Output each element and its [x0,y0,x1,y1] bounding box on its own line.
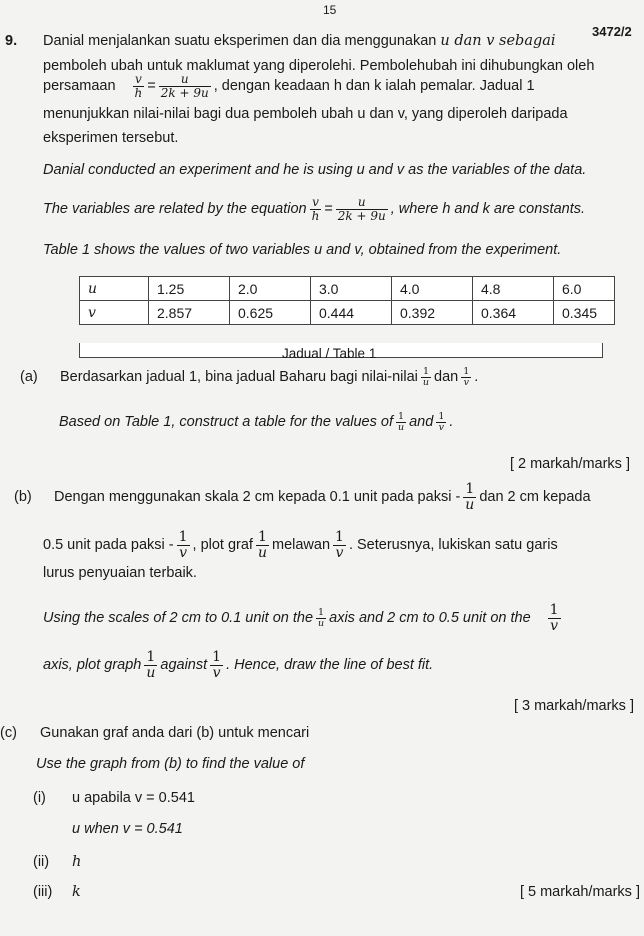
part-b-malay-1: Dengan menggunakan skala 2 cm kepada 0.1 unit pada paksi - [54,489,461,505]
part-c-item-i-english: u when v = 0.541 [72,821,183,837]
part-a-dan: dan [434,369,459,385]
frac-v: v [550,617,559,634]
question-number: 9. [5,33,18,49]
frac-one: 1 [463,365,470,377]
part-b-english-1b: axis and 2 cm to 0.5 unit on the [329,610,531,626]
paper-code: 3472/2 [592,24,632,39]
stem-malay-line4: menunjukkan nilai-nilai bagi dua pemboleh ubah u dan v, yang diperoleh daripada [43,106,568,122]
part-c-item-i-malay-text: u apabila v = 0.541 [72,790,195,806]
eq2-rhs-den: 2k + 9u [337,208,386,223]
frac-u: u [422,376,430,388]
equation-malay [130,73,214,99]
frac-one: 1 [256,530,269,546]
table-row-label: u [80,277,149,301]
table-row [80,301,615,325]
frac-one: 1 [421,367,431,378]
part-b-english-2: axis, plot graph [43,657,142,673]
frac-one: 1 [144,650,157,666]
part-b-malay-2c: melawan [272,537,331,553]
table-cell: 4.0 [392,277,473,301]
part-b-english-line1 [43,600,564,636]
table-cell: 0.625 [230,301,311,325]
equation-english [307,196,391,222]
stem-malay-line1-text: Danial menjalankan suatu eksperimen dan dia menggunakan [43,33,437,49]
stem-malay-line1-vars: u dan v sebagai [440,33,556,49]
part-c-english: Use the graph from (b) to find the value of [36,756,305,772]
frac-one: 1 [316,608,326,619]
eq2-lhs-num: v [310,196,322,210]
table-row [80,277,615,301]
part-a-malay: (a) Berdasarkan jadual 1, bina jadual Baharu bagi nilai-nilai $\frac{1}{u}$ dan $\frac{1}{v}$ . [20,365,479,388]
part-c-item-i-label: (i) [33,790,46,806]
part-b-malay-2: 0.5 unit pada paksi - [43,537,174,553]
eq-lhs-num: v [133,73,145,87]
table-caption: Jadual / Table 1 [282,346,377,361]
eq-lhs-den: h [134,85,143,100]
eq-rhs-den: 2k + 9u [160,85,209,100]
part-a-english: Based on Table 1, construct a table for the values of $\frac{1}{u}$ and $\frac{1}{v}$ . [59,410,454,433]
stem-malay-line3 [43,68,535,104]
frac-one: 1 [549,601,559,618]
frac-u: u [318,617,325,629]
part-c-item-iii-label: (iii) [33,884,53,900]
part-b-label: (b) [14,489,32,505]
part-a-label: (a) [20,369,38,385]
part-b-malay-2b: , plot graf [192,537,253,553]
frac-v: v [212,664,221,681]
table-cell: 4.8 [473,277,554,301]
frac-u: u [465,496,475,513]
eq2-equals: = [324,201,333,217]
page-number: 15 [323,3,337,17]
part-c-label: (c) [0,725,17,741]
table-cell: 2.857 [149,301,230,325]
eq-equals: = [147,78,156,94]
frac-v: v [335,544,344,561]
stem-malay-line3-b: , dengan keadaan h dan k ialah pemalar. Jadual 1 [213,78,535,94]
table-cell: 3.0 [311,277,392,301]
part-b-marks: [ 3 markah/marks ] [513,698,634,714]
data-table [79,276,615,325]
frac-one: 1 [335,528,344,545]
frac-one: 1 [438,410,445,422]
stem-english-line2-a: The variables are related by the equation [43,201,307,217]
frac-u: u [397,421,405,433]
table-cell: 0.444 [311,301,392,325]
part-c-item-ii-label: (ii) [33,854,50,870]
eq2-lhs-den: h [311,208,320,223]
stem-malay-line2: pemboleh ubah untuk maklumat yang diperolehi. Pembolehubah ini dihubungkan oleh [43,58,595,74]
part-b-english-1: Using the scales of 2 cm to 0.1 unit on the [43,610,314,626]
stem-english-line3: Table 1 shows the values of two variables u and v, obtained from the experiment. [43,242,562,258]
table-cell: 6.0 [554,277,615,301]
table-row-label: v [80,301,149,325]
part-b-malay-line3: lurus penyuaian terbaik. [43,565,197,581]
part-c-malay-text: Gunakan graf anda dari (b) untuk mencari [40,725,310,741]
part-b-malay-line1 [14,480,591,514]
part-a-malay-text: Berdasarkan jadual 1, bina jadual Baharu bagi nilai-nilai [60,369,418,385]
stem-malay-line5: eksperimen tersebut. [43,130,179,146]
table-cell: 0.392 [392,301,473,325]
stem-malay-line1 [43,33,556,49]
frac-one: 1 [212,648,222,665]
frac-one: 1 [178,528,188,545]
part-c-malay [0,725,309,741]
eq-rhs-num: u [159,73,211,87]
frac-v: v [179,544,188,561]
frac-one: 1 [463,482,476,498]
stem-malay-line3-a: persamaan [43,78,116,94]
stem-english-line2-b: , where h and k are constants. [390,201,585,217]
part-b-english-2c: . Hence, draw the line of best fit. [226,657,434,673]
part-b-malay-2d: . Seterusnya, lukiskan satu garis [348,537,558,553]
part-b-english-2b: against [160,657,208,673]
stem-english-line1: Danial conducted an experiment and he is using u and v as the variables of the data. [43,162,587,178]
table-cell: 0.345 [554,301,615,325]
table-cell: 1.25 [149,277,230,301]
part-b-malay-1b: dan 2 cm kepada [479,489,591,505]
frac-v: v [438,421,445,433]
part-c-item-iii-text: k [72,884,81,900]
eq2-rhs-num: u [336,196,388,210]
part-c-item-ii-text: h [72,854,82,870]
table-cell: 0.364 [473,301,554,325]
table-cell: 2.0 [230,277,311,301]
frac-one: 1 [396,412,406,423]
part-a-marks: [ 2 markah/marks ] [509,456,630,472]
part-a-and: and [409,414,434,430]
frac-u: u [146,664,156,681]
part-c-item-i-malay [72,790,195,806]
frac-v: v [463,376,469,388]
part-c-marks: [ 5 markah/marks ] [519,884,640,900]
frac-u: u [257,544,267,561]
part-b-english-line2 [43,646,433,684]
part-b-malay-line2 [43,527,558,563]
stem-english-line2 [43,190,585,228]
part-a-english-text: Based on Table 1, construct a table for the values of [59,414,393,430]
